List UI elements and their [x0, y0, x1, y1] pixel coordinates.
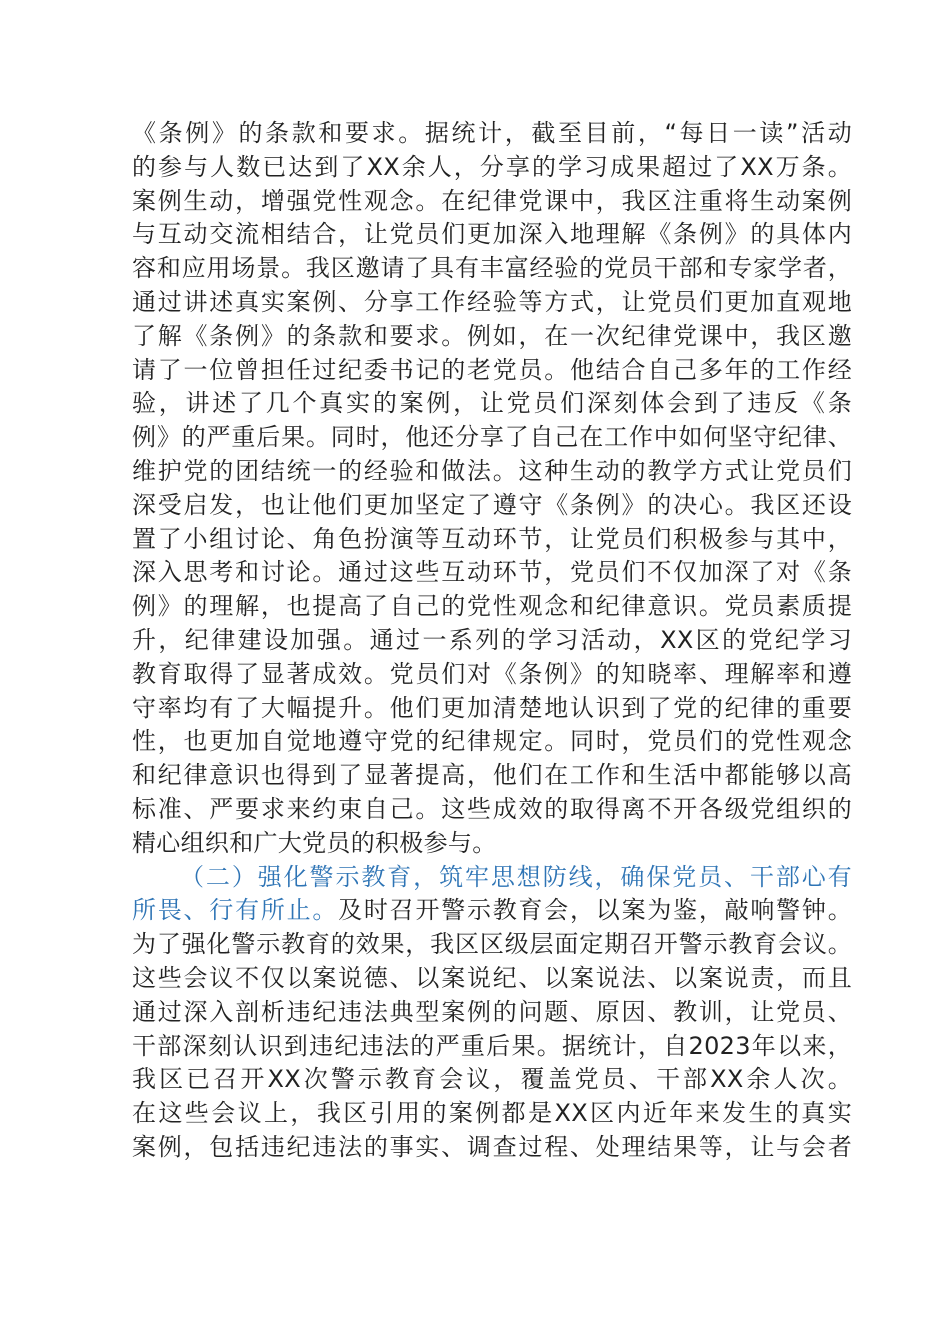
paragraph-line: 例》的理解，也提高了自己的党性观念和纪律意识。党员素质提: [132, 592, 852, 621]
section-heading-continued: [132, 894, 852, 928]
paragraph-line: 与互动交流相结合，让党员们更加深入地理解《条例》的具体内: [132, 220, 852, 249]
paragraph-line: 精心组织和广大党员的积极参与。: [132, 828, 497, 857]
paragraph-line: 守率均有了大幅提升。他们更加清楚地认识到了党的纪律的重要: [132, 693, 852, 722]
paragraph-line: 了解《条例》的条款和要求。例如，在一次纪律党课中，我区邀: [132, 321, 852, 350]
paragraph-line: 干部深刻认识到违纪违法的严重后果。据统计，自2023年以来，: [132, 1031, 852, 1060]
paragraph-line: 容和应用场景。我区邀请了具有丰富经验的党员干部和专家学者，: [132, 254, 852, 283]
paragraph-line: 的参与人数已达到了XX余人，分享的学习成果超过了XX万条。: [132, 152, 852, 181]
paragraph-line: 例》的严重后果。同时，他还分享了自己在工作中如何坚守纪律、: [132, 423, 852, 452]
paragraph-line: 维护党的团结统一的经验和做法。这种生动的教学方式让党员们: [132, 456, 852, 485]
paragraph-line: 案例，包括违纪违法的事实、调查过程、处理结果等，让与会者: [132, 1132, 852, 1161]
paragraph-line: 通过深入剖析违纪违法典型案例的问题、原因、教训，让党员、: [132, 997, 852, 1026]
paragraph-line: 验，讲述了几个真实的案例，让党员们深刻体会到了违反《条: [132, 389, 852, 418]
paragraph-line: 案例生动，增强党性观念。在纪律党课中，我区注重将生动案例: [132, 186, 852, 215]
section-heading: （二）强化警示教育，筑牢思想防线，确保党员、干部心有: [180, 862, 852, 891]
section-heading-tail: 所畏、行有所止。: [132, 896, 339, 925]
paragraph-line: 我区已召开XX次警示教育会议，覆盖党员、干部XX余人次。: [132, 1065, 852, 1094]
paragraph-line: 在这些会议上，我区引用的案例都是XX区内近年来发生的真实: [132, 1099, 852, 1128]
paragraph-line: 性，也更加自觉地遵守党的纪律规定。同时，党员们的党性观念: [132, 727, 852, 756]
paragraph-line: 为了强化警示教育的效果，我区区级层面定期召开警示教育会议。: [132, 930, 852, 959]
paragraph-line: 通过讲述真实案例、分享工作经验等方式，让党员们更加直观地: [132, 287, 852, 316]
paragraph-line: 升，纪律建设加强。通过一系列的学习活动，XX区的党纪学习: [132, 625, 852, 654]
paragraph-line: 标准、严要求来约束自己。这些成效的取得离不开各级党组织的: [132, 794, 852, 823]
body-text: [132, 117, 852, 1165]
paragraph-line: 这些会议不仅以案说德、以案说纪、以案说法、以案说责，而且: [132, 963, 852, 992]
section-lead-text: 及时召开警示教育会，以案为鉴，敲响警钟。: [338, 896, 853, 925]
paragraph-line: 和纪律意识也得到了显著提高，他们在工作和生活中都能够以高: [132, 761, 852, 790]
paragraph-line: 置了小组讨论、角色扮演等互动环节，让党员们积极参与其中，: [132, 524, 852, 553]
paragraph-line: 教育取得了显著成效。党员们对《条例》的知晓率、理解率和遵: [132, 659, 852, 688]
paragraph-line: 深入思考和讨论。通过这些互动环节，党员们不仅加深了对《条: [132, 558, 852, 587]
paragraph-line: 请了一位曾担任过纪委书记的老党员。他结合自己多年的工作经: [132, 355, 852, 384]
paragraph-line: 深受启发，也让他们更加坚定了遵守《条例》的决心。我区还设: [132, 490, 852, 519]
paragraph-line: 《条例》的条款和要求。据统计，截至目前，“每日一读”活动: [132, 119, 852, 147]
